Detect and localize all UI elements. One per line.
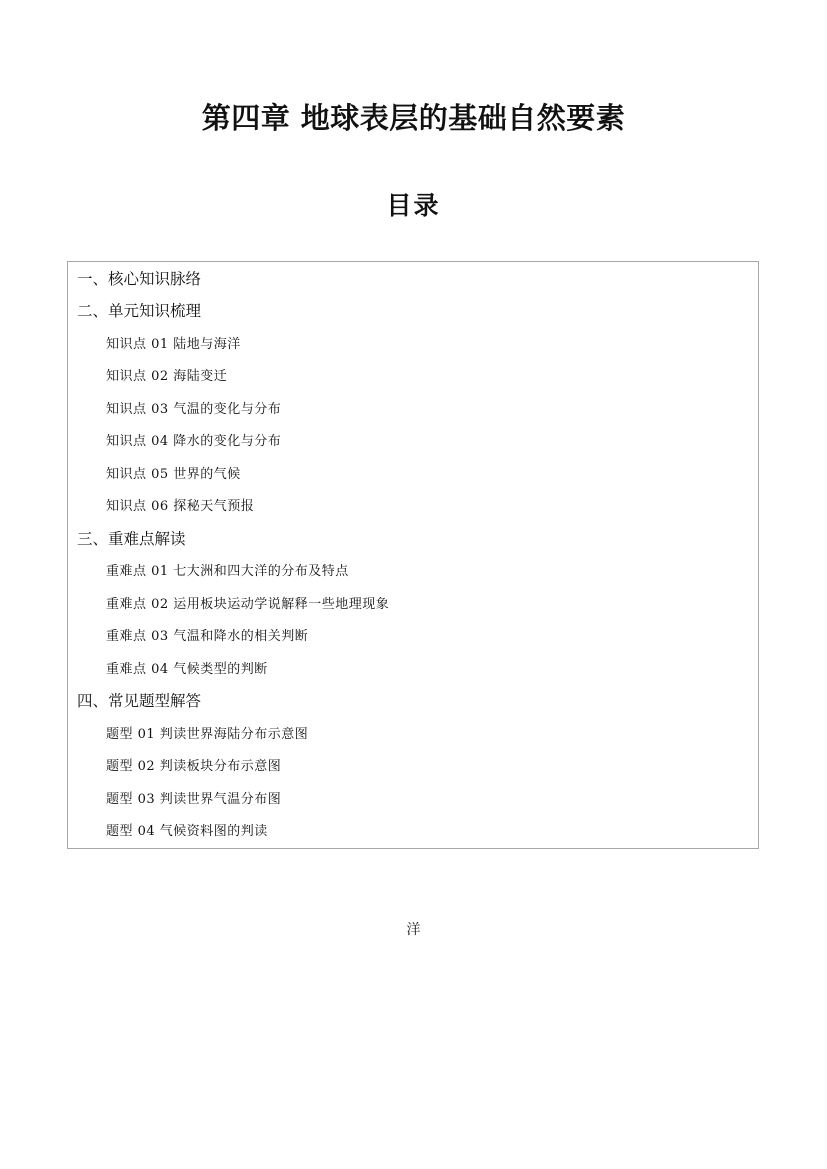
toc-item-key-point-04[interactable]: 重难点 04 气候类型的判断 bbox=[106, 662, 268, 677]
toc-section-unit-knowledge[interactable]: 二、单元知识梳理 bbox=[77, 302, 202, 320]
toc-item-question-type-03[interactable]: 题型 03 判读世界气温分布图 bbox=[106, 792, 282, 807]
toc-section-question-types[interactable]: 四、常见题型解答 bbox=[77, 692, 202, 710]
toc-item-key-point-01[interactable]: 重难点 01 七大洲和四大洋的分布及特点 bbox=[106, 564, 349, 579]
toc-item-question-type-02[interactable]: 题型 02 判读板块分布示意图 bbox=[106, 759, 282, 774]
stray-text: 洋 bbox=[406, 922, 421, 938]
toc-section-key-points[interactable]: 三、重难点解读 bbox=[77, 530, 186, 548]
toc-item-knowledge-05[interactable]: 知识点 05 世界的气候 bbox=[106, 467, 241, 482]
toc-item-question-type-01[interactable]: 题型 01 判读世界海陆分布示意图 bbox=[106, 727, 309, 742]
toc-heading: 目录 bbox=[386, 191, 441, 220]
toc-item-knowledge-01[interactable]: 知识点 01 陆地与海洋 bbox=[106, 337, 241, 352]
table-of-contents bbox=[67, 261, 759, 849]
toc-item-key-point-03[interactable]: 重难点 03 气温和降水的相关判断 bbox=[106, 629, 309, 644]
toc-item-knowledge-03[interactable]: 知识点 03 气温的变化与分布 bbox=[106, 402, 282, 417]
toc-item-key-point-02[interactable]: 重难点 02 运用板块运动学说解释一些地理现象 bbox=[106, 597, 390, 612]
toc-section-core-knowledge[interactable]: 一、核心知识脉络 bbox=[77, 270, 202, 288]
toc-item-knowledge-04[interactable]: 知识点 04 降水的变化与分布 bbox=[106, 434, 282, 449]
toc-item-question-type-04[interactable]: 题型 04 气候资料图的判读 bbox=[106, 824, 268, 839]
toc-item-knowledge-02[interactable]: 知识点 02 海陆变迁 bbox=[106, 369, 228, 384]
toc-item-knowledge-06[interactable]: 知识点 06 探秘天气预报 bbox=[106, 499, 255, 514]
chapter-title: 第四章 地球表层的基础自然要素 bbox=[201, 101, 626, 135]
